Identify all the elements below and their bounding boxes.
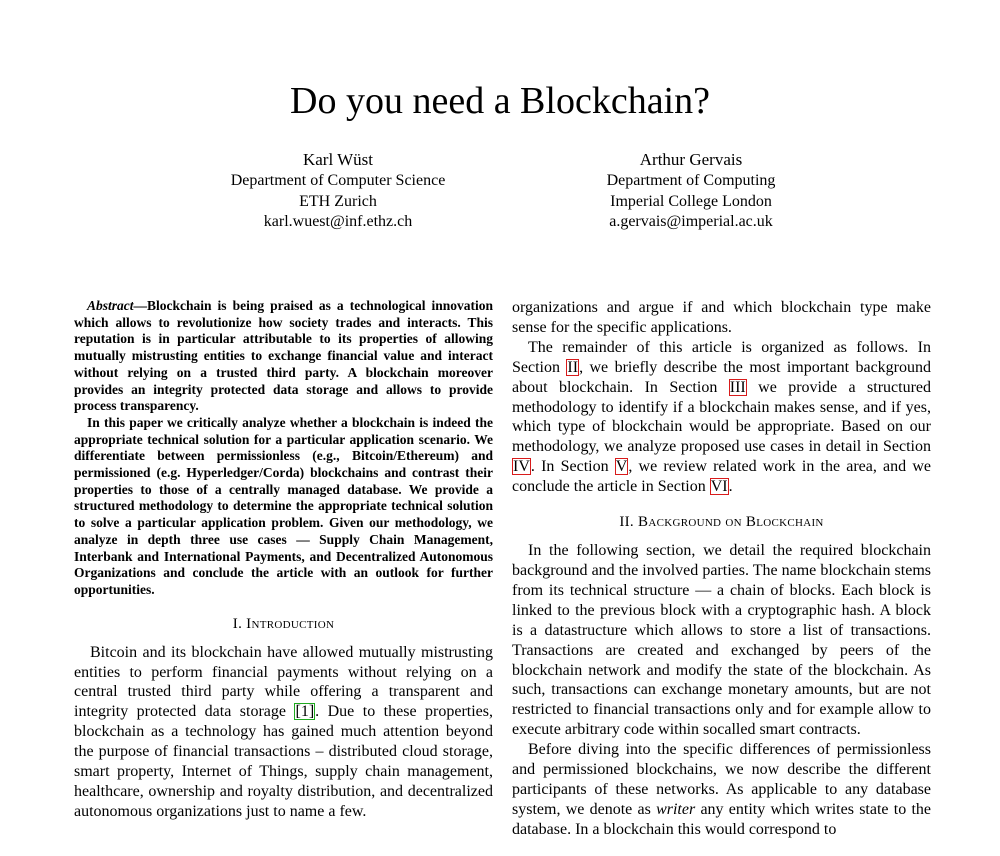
abstract xyxy=(74,298,493,599)
text-run: we provide a structured methodology to identify if a blockchain makes sense, and if yes, which type of blockchain would be appropriate. Based on our methodology, we analyze proposed use cases in detail in Section xyxy=(512,378,931,456)
abstract-paragraph xyxy=(74,298,493,415)
body-paragraph xyxy=(512,740,931,840)
author-department: Department of Computer Science xyxy=(230,172,446,189)
author-department: Department of Computing xyxy=(606,172,776,189)
emphasis-writer: writer xyxy=(656,800,696,818)
body-paragraph: organizations and argue if and which blockchain type make sense for the specific applications. xyxy=(512,299,931,336)
author-institution: ETH Zurich xyxy=(299,192,377,210)
body-paragraph-outline xyxy=(512,338,931,497)
text-run: , we briefly describe the most important background about blockchain. In Section xyxy=(512,358,932,396)
text-run: , we review related work in the area, and we conclude the article in Section xyxy=(512,458,931,496)
text-run: Bitcoin and its blockchain have allowed mutually mistrusting entities to perform financial payments without relying on a central trusted third party while offering a transparent and integrity protected data storage xyxy=(74,643,493,721)
section-link-III[interactable]: III xyxy=(729,378,746,396)
text-run: . In Section xyxy=(530,458,615,476)
author-email: a.gervais@imperial.ac.uk xyxy=(609,213,773,230)
left-column xyxy=(74,298,493,822)
text-run: any entity which writes state to the database. In a blockchain this would correspond to xyxy=(512,800,931,838)
text-run: Before diving into the specific differences of permissionless and permissioned blockchains, we now describe the different participants of these networks. As applicable to any database system, we denote as xyxy=(512,741,931,818)
abstract-paragraph: In this paper we critically analyze whether a blockchain is indeed the appropriate technical solution for a particular application scenario. We differentiate between permissionless (e.g., Bitcoin/Ethereum) and permissioned (e.g. Hyperledger/Corda) blockchains and contrast their properties to those of a centrally managed database. We provide a structured methodology to determine the appropriate technical solution to solve a particular application problem. Given our methodology, we analyze in depth three use cases — Supply Chain Management, Interbank and International Payments, and Decentralized Autonomous Organizations and conclude the article with an outlook for further opportunities. xyxy=(74,414,493,597)
section-heading-background: II. Background on Blockchain xyxy=(619,514,824,531)
right-column-body xyxy=(512,298,931,497)
section-link-IV[interactable]: IV xyxy=(513,458,530,476)
abstract-label: Abstract xyxy=(87,298,134,313)
author-email: karl.wuest@inf.ethz.ch xyxy=(263,213,413,230)
introduction-body xyxy=(74,643,493,822)
body-paragraph xyxy=(74,643,493,822)
section-heading-introduction: I. Introduction xyxy=(232,615,335,632)
right-column xyxy=(512,298,931,840)
text-run: The remainder of this article is organized as follows. In Section xyxy=(512,338,931,376)
background-body xyxy=(512,541,931,840)
text-run: . Due to these properties, blockchain as a technology has gained much attention beyond the purpose of financial transactions – distributed cloud storage, smart property, Internet of Things, supply chain management, healthcare, ownership and royalty distribution, and decentralized autonomous organizations just to name a few. xyxy=(74,703,493,820)
abstract-text: —Blockchain is being praised as a technological innovation which allows to revolutionize how society trades and interacts. This reputation is in particular attributable to its properties of allowing mutually mistrusting entities to exchange financial value and interact without relying on a trusted third party. A blockchain moreover provides an integrity protected data storage and allows to provide process transparency. xyxy=(74,298,493,414)
author-institution: Imperial College London xyxy=(610,192,772,210)
citation-link[interactable]: [1] xyxy=(295,703,315,721)
author-block-2 xyxy=(511,149,871,233)
author-name: Arthur Gervais xyxy=(639,150,743,169)
body-paragraph: In the following section, we detail the required blockchain background and the involved parties. The name blockchain stems from its technical structure — a chain of blocks. Each block is linked to the previous block with a cryptographic hash. A block is a datastructure which allows to store a list of transactions. Transactions are created and exchanged by peers of the blockchain network and modify the state of the blockchain. As such, transactions can exchange monetary amounts, but are not restricted to financial transactions only and for example allow to execute arbitrary code within socalled smart contracts. xyxy=(512,542,931,739)
author-block-1 xyxy=(158,149,518,233)
author-name: Karl Wüst xyxy=(302,150,374,169)
section-link-II[interactable]: II xyxy=(567,358,579,376)
section-link-V[interactable]: V xyxy=(615,458,628,476)
paper-title: Do you need a Blockchain? xyxy=(290,80,710,122)
section-link-VI[interactable]: VI xyxy=(710,478,728,496)
text-run: . xyxy=(728,478,733,496)
